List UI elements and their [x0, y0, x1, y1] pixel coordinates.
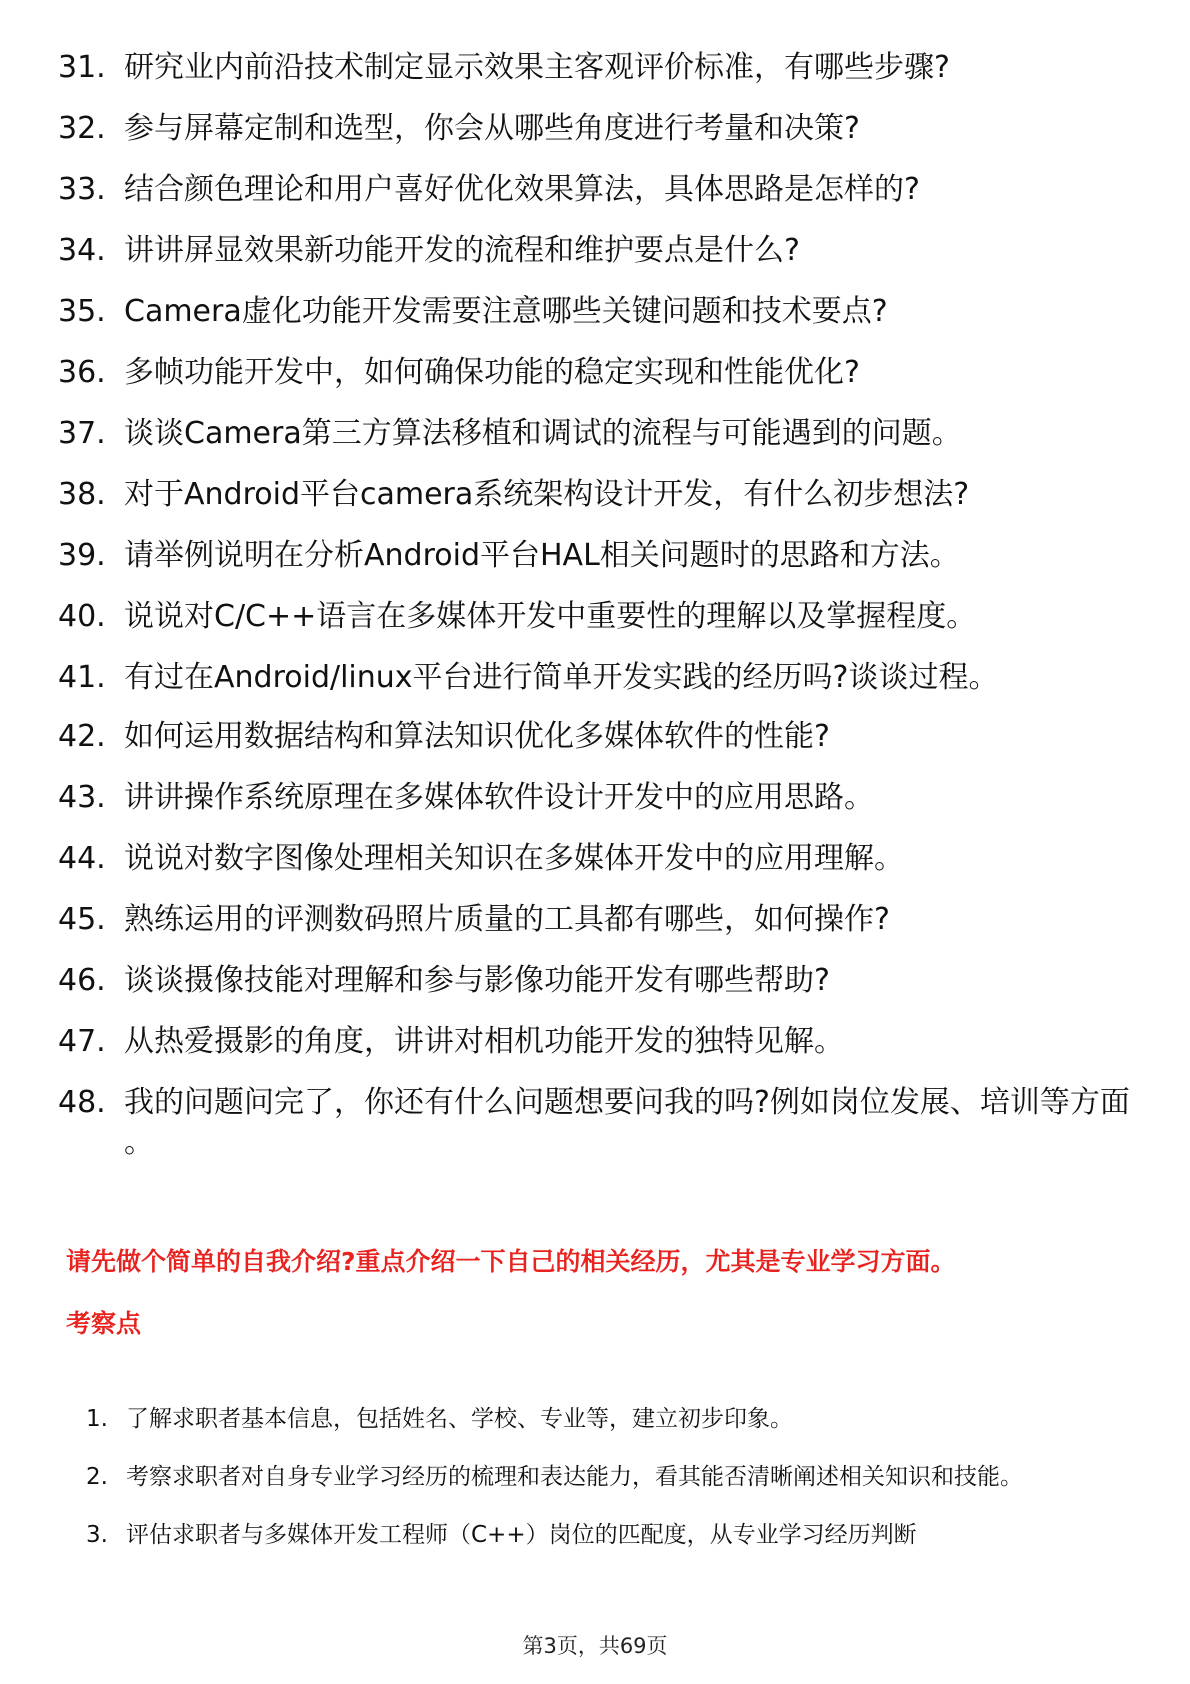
item-text: 从热爱摄影的角度，讲讲对相机功能开发的独特见解。 — [124, 1024, 844, 1059]
interview-prompt: 请先做个简单的自我介绍?重点介绍一下自己的相关经历，尤其是专业学习方面。 — [66, 1247, 956, 1276]
list-item — [58, 536, 1138, 576]
item-number: 35. — [58, 294, 106, 329]
item-text: Camera虚化功能开发需要注意哪些关键问题和技术要点? — [124, 294, 888, 329]
question-list — [58, 48, 1138, 1182]
item-number: 43. — [58, 780, 106, 815]
item-number: 42. — [58, 719, 106, 754]
list-item — [58, 414, 1138, 454]
item-number: 31. — [58, 50, 106, 85]
item-text: 考察求职者对自身专业学习经历的梳理和表达能力，看其能否清晰阐述相关知识和技能。 — [126, 1464, 1023, 1490]
item-number: 1. — [86, 1406, 108, 1432]
item-number: 40. — [58, 599, 106, 634]
item-text: 说说对C/C++语言在多媒体开发中重要性的理解以及掌握程度。 — [124, 599, 977, 634]
list-item — [58, 1083, 1138, 1163]
item-text: 参与屏幕定制和选型，你会从哪些角度进行考量和决策? — [124, 111, 860, 146]
list-item — [86, 1506, 1126, 1564]
item-text: 谈谈Camera第三方算法移植和调试的流程与可能遇到的问题。 — [124, 416, 962, 451]
list-item — [58, 961, 1138, 1001]
item-number: 46. — [58, 963, 106, 998]
item-text: 说说对数字图像处理相关知识在多媒体开发中的应用理解。 — [124, 841, 904, 876]
item-text: 了解求职者基本信息，包括姓名、学校、专业等，建立初步印象。 — [126, 1406, 793, 1432]
item-number: 34. — [58, 233, 106, 268]
item-text: 讲讲屏显效果新功能开发的流程和维护要点是什么? — [124, 233, 800, 268]
item-text: 我的问题问完了，你还有什么问题想要问我的吗?例如岗位发展、培训等方面 。 — [124, 1085, 1130, 1160]
item-number: 44. — [58, 841, 106, 876]
list-item — [86, 1390, 1126, 1448]
list-item — [58, 231, 1138, 271]
list-item — [58, 1022, 1138, 1062]
list-item — [58, 900, 1138, 940]
item-number: 32. — [58, 111, 106, 146]
list-item — [58, 48, 1138, 88]
item-number: 48. — [58, 1085, 106, 1120]
item-text: 研究业内前沿技术制定显示效果主客观评价标准，有哪些步骤? — [124, 50, 950, 85]
list-item — [58, 353, 1138, 393]
item-number: 3. — [86, 1522, 108, 1548]
list-item — [58, 170, 1138, 210]
item-text: 熟练运用的评测数码照片质量的工具都有哪些，如何操作? — [124, 902, 890, 937]
page-footer: 第3页，共69页 — [522, 1634, 668, 1658]
list-item — [58, 475, 1138, 515]
list-item — [58, 717, 1138, 757]
item-text: 如何运用数据结构和算法知识优化多媒体软件的性能? — [124, 719, 830, 754]
item-text: 对于Android平台camera系统架构设计开发，有什么初步想法? — [124, 477, 970, 512]
item-text: 评估求职者与多媒体开发工程师（C++）岗位的匹配度，从专业学习经历判断 — [126, 1522, 917, 1548]
list-item — [58, 658, 1138, 698]
item-number: 33. — [58, 172, 106, 207]
list-item — [58, 597, 1138, 637]
item-number: 41. — [58, 660, 106, 695]
list-item — [58, 109, 1138, 149]
list-item — [58, 778, 1138, 818]
item-number: 39. — [58, 538, 106, 573]
item-text: 结合颜色理论和用户喜好优化效果算法，具体思路是怎样的? — [124, 172, 920, 207]
item-text: 谈谈摄像技能对理解和参与影像功能开发有哪些帮助? — [124, 963, 830, 998]
item-number: 36. — [58, 355, 106, 390]
item-text: 多帧功能开发中，如何确保功能的稳定实现和性能优化? — [124, 355, 860, 390]
item-number: 2. — [86, 1464, 108, 1490]
item-number: 47. — [58, 1024, 106, 1059]
list-item — [58, 839, 1138, 879]
item-number: 45. — [58, 902, 106, 937]
examination-points-list — [86, 1390, 1126, 1564]
item-number: 37. — [58, 416, 106, 451]
list-item — [58, 292, 1138, 332]
item-text: 讲讲操作系统原理在多媒体软件设计开发中的应用思路。 — [124, 780, 874, 815]
list-item — [86, 1448, 1126, 1506]
section-heading: 考察点 — [66, 1309, 142, 1338]
item-text: 请举例说明在分析Android平台HAL相关问题时的思路和方法。 — [124, 538, 960, 573]
item-number: 38. — [58, 477, 106, 512]
item-text: 有过在Android/linux平台进行简单开发实践的经历吗?谈谈过程。 — [124, 660, 999, 695]
